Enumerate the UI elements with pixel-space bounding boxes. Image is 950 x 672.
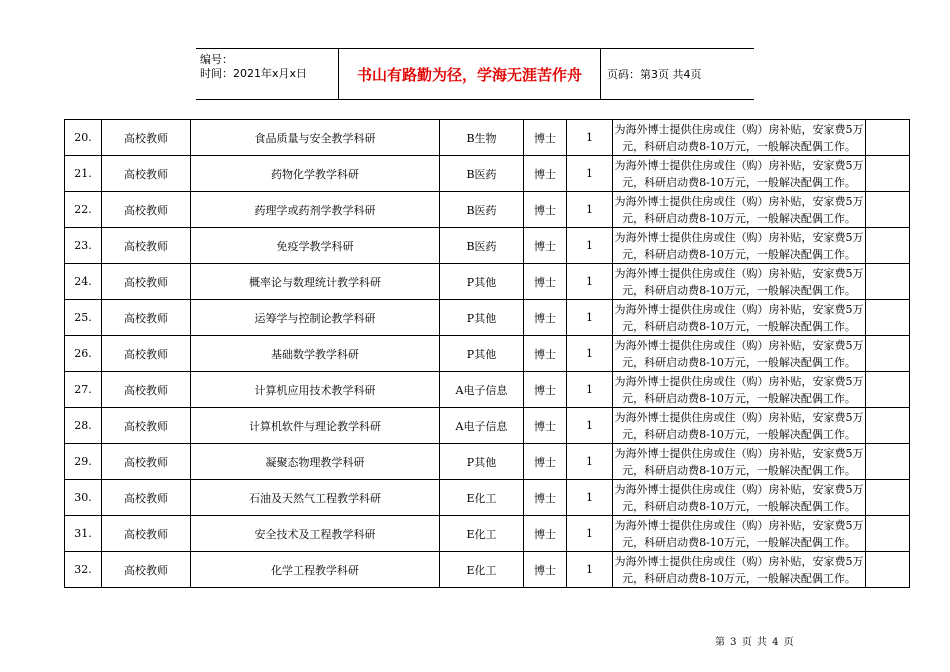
field-cell: E化工	[440, 480, 524, 516]
table-row	[65, 408, 910, 444]
job-title-cell: 高校教师	[102, 480, 191, 516]
table-body	[65, 120, 910, 588]
table-row	[65, 444, 910, 480]
major-cell: 凝聚态物理教学科研	[191, 444, 440, 480]
table-row	[65, 192, 910, 228]
benefits-note-cell: 为海外博士提供住房或住（购）房补贴，安家费5万元，科研启动费8-10万元，一般解决配偶工作。	[613, 408, 866, 444]
empty-cell	[866, 516, 910, 552]
field-cell: P其他	[440, 300, 524, 336]
table-row	[65, 264, 910, 300]
job-title-cell: 高校教师	[102, 192, 191, 228]
row-number-cell: 24.	[65, 264, 102, 300]
job-title-cell: 高校教师	[102, 336, 191, 372]
table-row	[65, 228, 910, 264]
field-cell: B生物	[440, 120, 524, 156]
count-cell: 1	[567, 480, 613, 516]
empty-cell	[866, 156, 910, 192]
empty-cell	[866, 300, 910, 336]
major-cell: 药理学或药剂学教学科研	[191, 192, 440, 228]
degree-cell: 博士	[524, 264, 567, 300]
major-cell: 概率论与数理统计教学科研	[191, 264, 440, 300]
row-number-cell: 22.	[65, 192, 102, 228]
table-row	[65, 552, 910, 588]
job-title-cell: 高校教师	[102, 516, 191, 552]
empty-cell	[866, 372, 910, 408]
job-title-cell: 高校教师	[102, 444, 191, 480]
degree-cell: 博士	[524, 516, 567, 552]
job-title-cell: 高校教师	[102, 120, 191, 156]
degree-cell: 博士	[524, 480, 567, 516]
empty-cell	[866, 480, 910, 516]
benefits-note-cell: 为海外博士提供住房或住（购）房补贴，安家费5万元，科研启动费8-10万元，一般解决配偶工作。	[613, 444, 866, 480]
count-cell: 1	[567, 192, 613, 228]
table-row	[65, 120, 910, 156]
degree-cell: 博士	[524, 336, 567, 372]
degree-cell: 博士	[524, 192, 567, 228]
count-cell: 1	[567, 336, 613, 372]
degree-cell: 博士	[524, 444, 567, 480]
degree-cell: 博士	[524, 228, 567, 264]
header-page-number: 页码：第3页 共4页	[607, 68, 702, 81]
major-cell: 化学工程教学科研	[191, 552, 440, 588]
field-cell: P其他	[440, 444, 524, 480]
table-row	[65, 480, 910, 516]
count-cell: 1	[567, 552, 613, 588]
major-cell: 食品质量与安全教学科研	[191, 120, 440, 156]
field-cell: B医药	[440, 228, 524, 264]
job-title-cell: 高校教师	[102, 156, 191, 192]
table-row	[65, 336, 910, 372]
field-cell: B医药	[440, 156, 524, 192]
field-cell: P其他	[440, 264, 524, 300]
benefits-note-cell: 为海外博士提供住房或住（购）房补贴，安家费5万元，科研启动费8-10万元，一般解决配偶工作。	[613, 552, 866, 588]
degree-cell: 博士	[524, 552, 567, 588]
row-number-cell: 21.	[65, 156, 102, 192]
benefits-note-cell: 为海外博士提供住房或住（购）房补贴，安家费5万元，科研启动费8-10万元，一般解决配偶工作。	[613, 156, 866, 192]
job-title-cell: 高校教师	[102, 300, 191, 336]
count-cell: 1	[567, 264, 613, 300]
benefits-note-cell: 为海外博士提供住房或住（购）房补贴，安家费5万元，科研启动费8-10万元，一般解决配偶工作。	[613, 516, 866, 552]
count-cell: 1	[567, 120, 613, 156]
benefits-note-cell: 为海外博士提供住房或住（购）房补贴，安家费5万元，科研启动费8-10万元，一般解决配偶工作。	[613, 372, 866, 408]
count-cell: 1	[567, 300, 613, 336]
header-motto: 书山有路勤为径，学海无涯苦作舟	[339, 49, 601, 99]
document-time-label: 时间：2021年x月x日	[200, 67, 308, 80]
degree-cell: 博士	[524, 156, 567, 192]
row-number-cell: 20.	[65, 120, 102, 156]
field-cell: P其他	[440, 336, 524, 372]
field-cell: E化工	[440, 552, 524, 588]
major-cell: 计算机软件与理论教学科研	[191, 408, 440, 444]
benefits-note-cell: 为海外博士提供住房或住（购）房补贴，安家费5万元，科研启动费8-10万元，一般解决配偶工作。	[613, 336, 866, 372]
job-title-cell: 高校教师	[102, 264, 191, 300]
empty-cell	[866, 120, 910, 156]
count-cell: 1	[567, 516, 613, 552]
count-cell: 1	[567, 228, 613, 264]
recruitment-table	[64, 119, 910, 588]
benefits-note-cell: 为海外博士提供住房或住（购）房补贴，安家费5万元，科研启动费8-10万元，一般解决配偶工作。	[613, 192, 866, 228]
empty-cell	[866, 192, 910, 228]
major-cell: 运筹学与控制论教学科研	[191, 300, 440, 336]
count-cell: 1	[567, 408, 613, 444]
row-number-cell: 23.	[65, 228, 102, 264]
benefits-note-cell: 为海外博士提供住房或住（购）房补贴，安家费5万元，科研启动费8-10万元，一般解决配偶工作。	[613, 120, 866, 156]
degree-cell: 博士	[524, 372, 567, 408]
empty-cell	[866, 408, 910, 444]
empty-cell	[866, 336, 910, 372]
field-cell: E化工	[440, 516, 524, 552]
empty-cell	[866, 228, 910, 264]
empty-cell	[866, 264, 910, 300]
field-cell: A电子信息	[440, 408, 524, 444]
major-cell: 石油及天然气工程教学科研	[191, 480, 440, 516]
degree-cell: 博士	[524, 120, 567, 156]
benefits-note-cell: 为海外博士提供住房或住（购）房补贴，安家费5万元，科研启动费8-10万元，一般解决配偶工作。	[613, 228, 866, 264]
job-title-cell: 高校教师	[102, 228, 191, 264]
table-row	[65, 372, 910, 408]
job-title-cell: 高校教师	[102, 408, 191, 444]
row-number-cell: 30.	[65, 480, 102, 516]
job-title-cell: 高校教师	[102, 372, 191, 408]
row-number-cell: 31.	[65, 516, 102, 552]
row-number-cell: 27.	[65, 372, 102, 408]
degree-cell: 博士	[524, 300, 567, 336]
row-number-cell: 29.	[65, 444, 102, 480]
field-cell: A电子信息	[440, 372, 524, 408]
major-cell: 计算机应用技术教学科研	[191, 372, 440, 408]
row-number-cell: 32.	[65, 552, 102, 588]
row-number-cell: 25.	[65, 300, 102, 336]
header-meta	[196, 49, 339, 99]
major-cell: 基础数学教学科研	[191, 336, 440, 372]
page-footer: 第 3 页 共 4 页	[715, 637, 795, 648]
table-row	[65, 156, 910, 192]
benefits-note-cell: 为海外博士提供住房或住（购）房补贴，安家费5万元，科研启动费8-10万元，一般解决配偶工作。	[613, 264, 866, 300]
table-row	[65, 300, 910, 336]
benefits-note-cell: 为海外博士提供住房或住（购）房补贴，安家费5万元，科研启动费8-10万元，一般解决配偶工作。	[613, 300, 866, 336]
count-cell: 1	[567, 156, 613, 192]
benefits-note-cell: 为海外博士提供住房或住（购）房补贴，安家费5万元，科研启动费8-10万元，一般解决配偶工作。	[613, 480, 866, 516]
major-cell: 免疫学教学科研	[191, 228, 440, 264]
major-cell: 药物化学教学科研	[191, 156, 440, 192]
page-header	[196, 48, 754, 100]
empty-cell	[866, 552, 910, 588]
document-number-label: 编号：	[200, 53, 233, 66]
empty-cell	[866, 444, 910, 480]
job-title-cell: 高校教师	[102, 552, 191, 588]
row-number-cell: 26.	[65, 336, 102, 372]
field-cell: B医药	[440, 192, 524, 228]
count-cell: 1	[567, 372, 613, 408]
table-row	[65, 516, 910, 552]
count-cell: 1	[567, 444, 613, 480]
degree-cell: 博士	[524, 408, 567, 444]
row-number-cell: 28.	[65, 408, 102, 444]
major-cell: 安全技术及工程教学科研	[191, 516, 440, 552]
